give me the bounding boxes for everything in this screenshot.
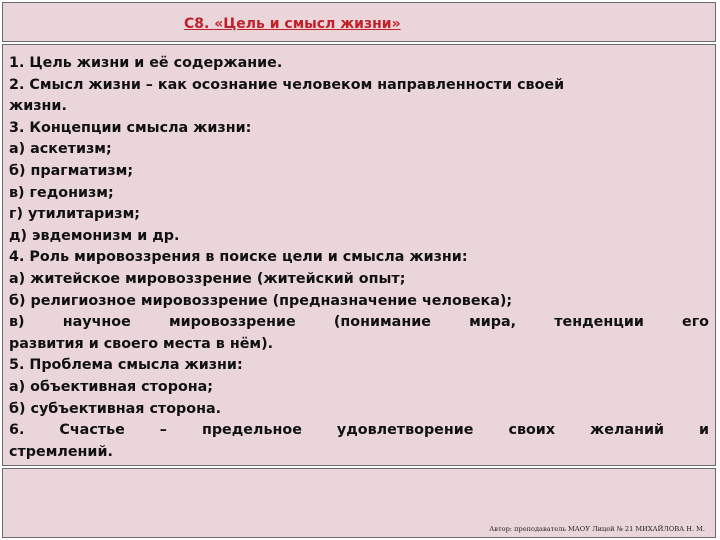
topic-list [9, 53, 709, 463]
list-item: в) гедонизм; [9, 184, 114, 201]
list-item: развития и своего места в нём). [9, 335, 274, 352]
list-item: стремлений. [9, 443, 113, 460]
slide-title: С8. «Цель и смысл жизни» [184, 16, 401, 32]
list-item: жизни. [9, 98, 67, 115]
list-item: а) аскетизм; [9, 141, 112, 158]
author-credit: Автор: преподаватель МАОУ Лицей № 21 МИХАЙЛОВА Н. М. [489, 525, 705, 533]
list-item: 2. Смысл жизни – как осознание человеком направленности своей [9, 76, 565, 93]
list-item: б) религиозное мировоззрение (предназначение человека); [9, 292, 513, 309]
content-panel [2, 44, 716, 466]
footer-panel [2, 468, 716, 538]
list-item: б) субъективная сторона. [9, 400, 222, 417]
title-bar [2, 2, 716, 42]
list-item: д) эвдемонизм и др. [9, 227, 180, 244]
list-item: 4. Роль мировоззрения в поиске цели и смысла жизни: [9, 249, 468, 266]
list-item: 3. Концепции смысла жизни: [9, 119, 252, 136]
list-item: 5. Проблема смысла жизни: [9, 357, 243, 374]
list-item: в) научное мировоззрение (понимание мира, тенденции его [9, 314, 709, 331]
list-item: 1. Цель жизни и её содержание. [9, 55, 283, 71]
list-item: а) житейское мировоззрение (житейский опыт; [9, 270, 406, 287]
list-item: б) прагматизм; [9, 162, 134, 179]
list-item: 6. Счастье – предельное удовлетворение своих желаний и [9, 422, 709, 439]
list-item: а) объективная сторона; [9, 378, 214, 395]
list-item: г) утилитаризм; [9, 206, 140, 223]
